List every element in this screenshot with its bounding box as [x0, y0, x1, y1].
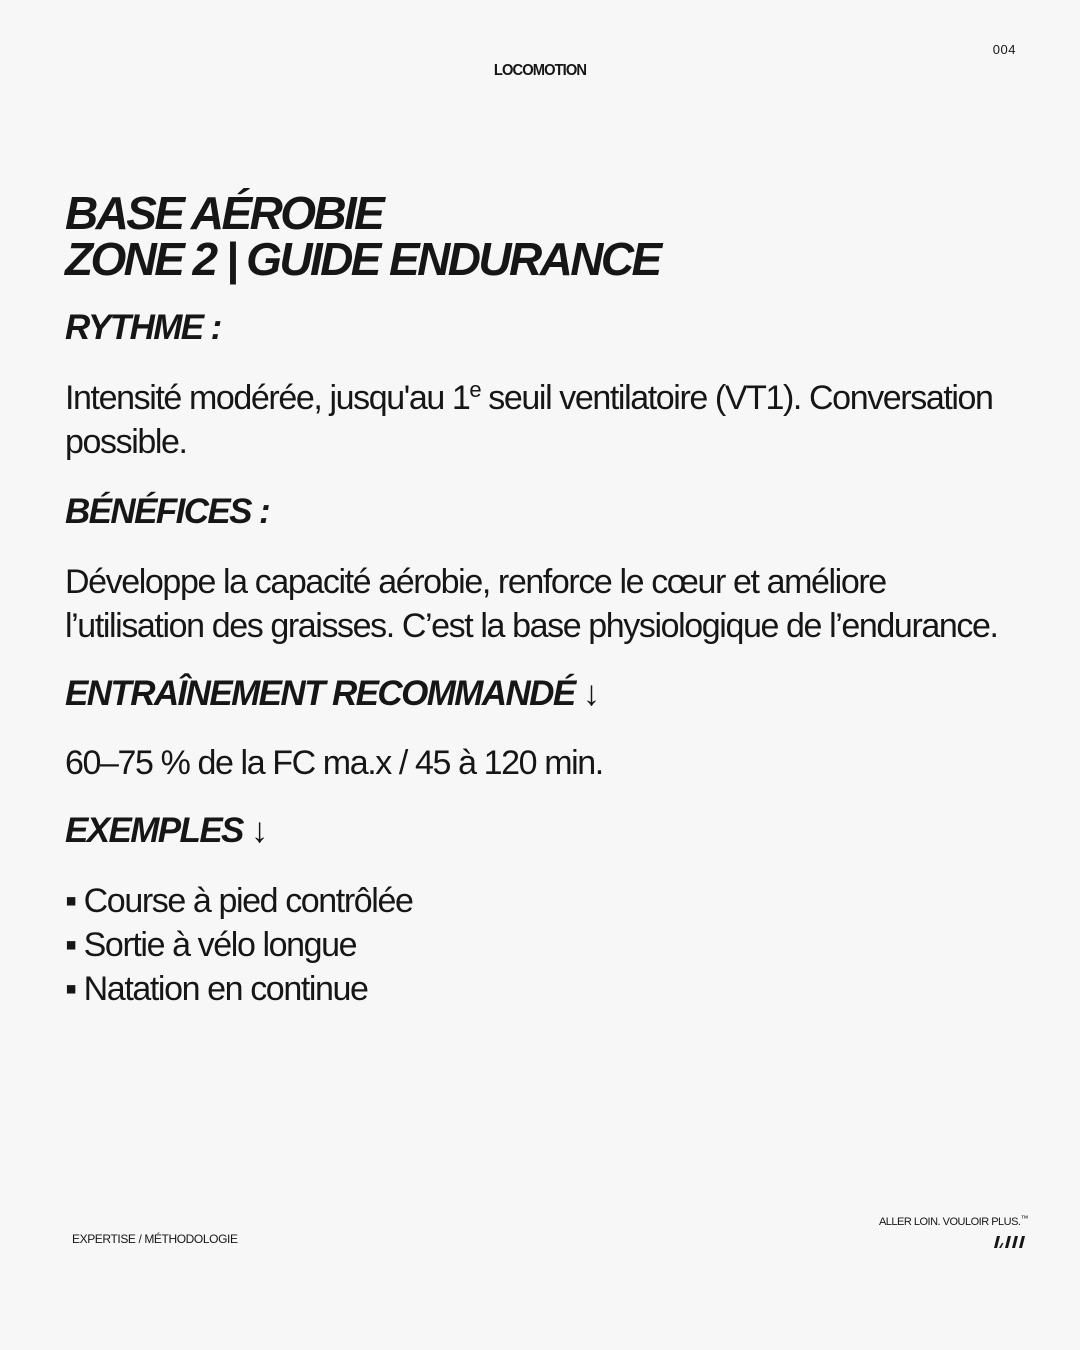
list-item [65, 923, 1025, 967]
bullet-icon: ▪ [65, 970, 76, 1008]
benefices-heading: BÉNÉFICES : [65, 492, 270, 531]
list-item [65, 879, 1025, 923]
trademark-symbol: ™ [1020, 1214, 1028, 1223]
rythme-text-end: seuil ventilatoire (VT1). Conversation possible. [65, 379, 993, 461]
entrainement-heading: ENTRAÎNEMENT RECOMMANDÉ ↓ [65, 674, 599, 713]
main-content [65, 187, 1025, 1011]
rythme-text-start: Intensité modérée, jusqu'au 1 [65, 379, 470, 417]
footer-tagline: ALLER LOIN. VOULOIR PLUS. [878, 1216, 1021, 1228]
page-title [65, 187, 1025, 285]
benefices-text: Développe la capacité aérobie, renforce le cœur et améliore l’utilisation des graisses. C’est la base physiologique de l’endurance. [65, 563, 998, 645]
title-line-1: BASE AÉROBIE [65, 187, 383, 239]
slash-marks-icon [994, 1236, 1028, 1248]
bullet-icon: ▪ [65, 926, 76, 964]
list-item-label: Sortie à vélo longue [83, 926, 357, 964]
brand-logo: LOCOMOTION [493, 62, 587, 79]
footer-category: EXPERTISE / MÉTHODOLOGIE [72, 1232, 238, 1246]
entrainement-text: 60–75 % de la FC ma.x / 45 à 120 min. [65, 744, 603, 782]
bullet-icon: ▪ [65, 882, 76, 920]
rythme-superscript: e [469, 377, 481, 402]
list-item [65, 967, 1025, 1011]
examples-list [65, 879, 1025, 1011]
exemples-heading: EXEMPLES ↓ [65, 811, 267, 850]
page-number: 004 [992, 42, 1016, 57]
footer-tagline-block [879, 1214, 1028, 1248]
list-item-label: Course à pied contrôlée [83, 882, 413, 920]
rythme-heading: RYTHME : [65, 308, 221, 347]
list-item-label: Natation en continue [83, 970, 368, 1008]
title-line-2: ZONE 2 | GUIDE ENDURANCE [65, 233, 660, 285]
rythme-text [65, 376, 1025, 464]
